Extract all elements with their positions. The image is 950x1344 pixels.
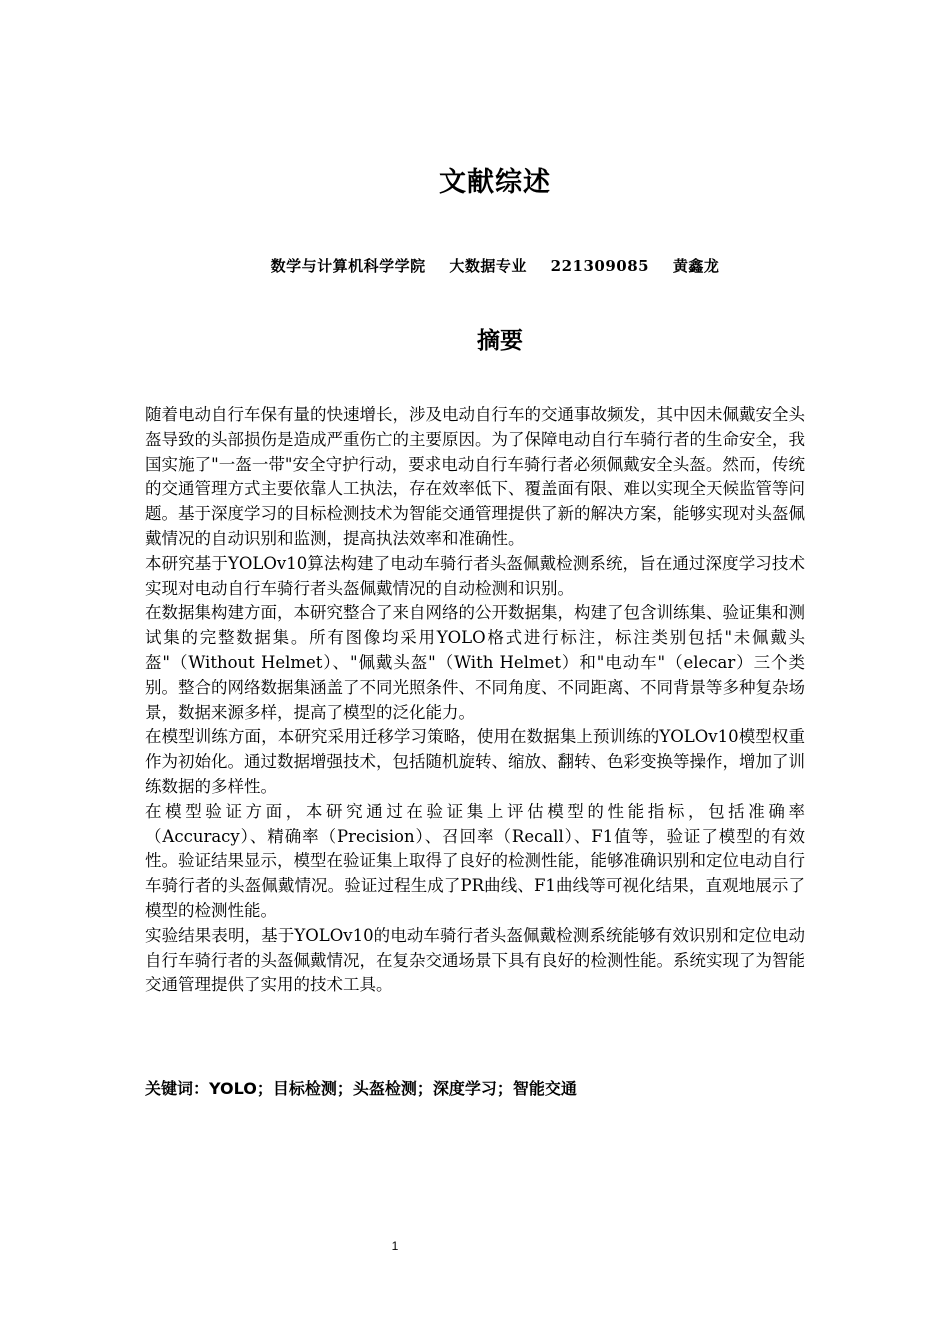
abstract-paragraph: 在模型验证方面，本研究通过在验证集上评估模型的性能指标，包括准确率（Accuracy）、精确率（Precision）、召回率（Recall）、F1值等，验证了模型的有效性。验证结果显示，模型在验证集上取得了良好的检测性能，能够准确识别和定位电动自行车骑行者的头盔佩戴情况。验证过程生成了PR曲线、F1曲线等可视化结果，直观地展示了模型的检测性能。 [145,801,805,920]
abstract-paragraph: 在数据集构建方面，本研究整合了来自网络的公开数据集，构建了包含训练集、验证集和测试集的完整数据集。所有图像均采用YOLO格式进行标注，标注类别包括"未佩戴头盔"（Without Helmet）、"佩戴头盔"（With Helmet）和"电动车"（elecar）三个类别。整合的网络数据集涵盖了不同光照条件、不同角度、不同距离、不同背景等多种复杂场景，数据来源多样，提高了模型的泛化能力。 [145,603,805,722]
keywords-line [145,1076,805,1099]
abstract-heading: 摘要 [477,328,523,354]
abstract-body [145,403,805,998]
author-major: 大数据专业 [449,257,527,275]
author-line [0,255,950,276]
abstract-paragraph: 本研究基于YOLOv10算法构建了电动车骑行者头盔佩戴检测系统，旨在通过深度学习技术实现对电动自行车骑行者头盔佩戴情况的自动检测和识别。 [145,553,805,598]
abstract-paragraph: 随着电动自行车保有量的快速增长，涉及电动自行车的交通事故频发，其中因未佩戴安全头盔导致的头部损伤是造成严重伤亡的主要原因。为了保障电动自行车骑行者的生命安全，我国实施了"一盔一带"安全守护行动，要求电动自行车骑行者必须佩戴安全头盔。然而，传统的交通管理方式主要依靠人工执法，存在效率低下、覆盖面有限、难以实现全天候监管等问题。基于深度学习的目标检测技术为智能交通管理提供了新的解决方案，能够实现对头盔佩戴情况的自动识别和监测，提高执法效率和准确性。 [145,405,805,548]
page-number: 1 [391,1239,399,1253]
document-title: 文献综述 [439,167,551,198]
author-name: 黄鑫龙 [672,257,720,275]
abstract-paragraph: 在模型训练方面，本研究采用迁移学习策略，使用在数据集上预训练的YOLOv10模型权重作为初始化。通过数据增强技术，包括随机旋转、缩放、翻转、色彩变换等操作，增加了训练数据的多样性。 [145,727,805,796]
keywords-label: 关键词： [145,1079,210,1098]
author-school: 数学与计算机科学学院 [270,257,426,275]
author-student-id: 221309085 [550,257,650,275]
keywords-values: YOLO；目标检测；头盔检测；深度学习；智能交通 [209,1079,577,1098]
abstract-paragraph: 实验结果表明，基于YOLOv10的电动车骑行者头盔佩戴检测系统能够有效识别和定位电动自行车骑行者的头盔佩戴情况，在复杂交通场景下具有良好的检测性能。系统实现了为智能交通管理提供了实用的技术工具。 [145,925,805,995]
